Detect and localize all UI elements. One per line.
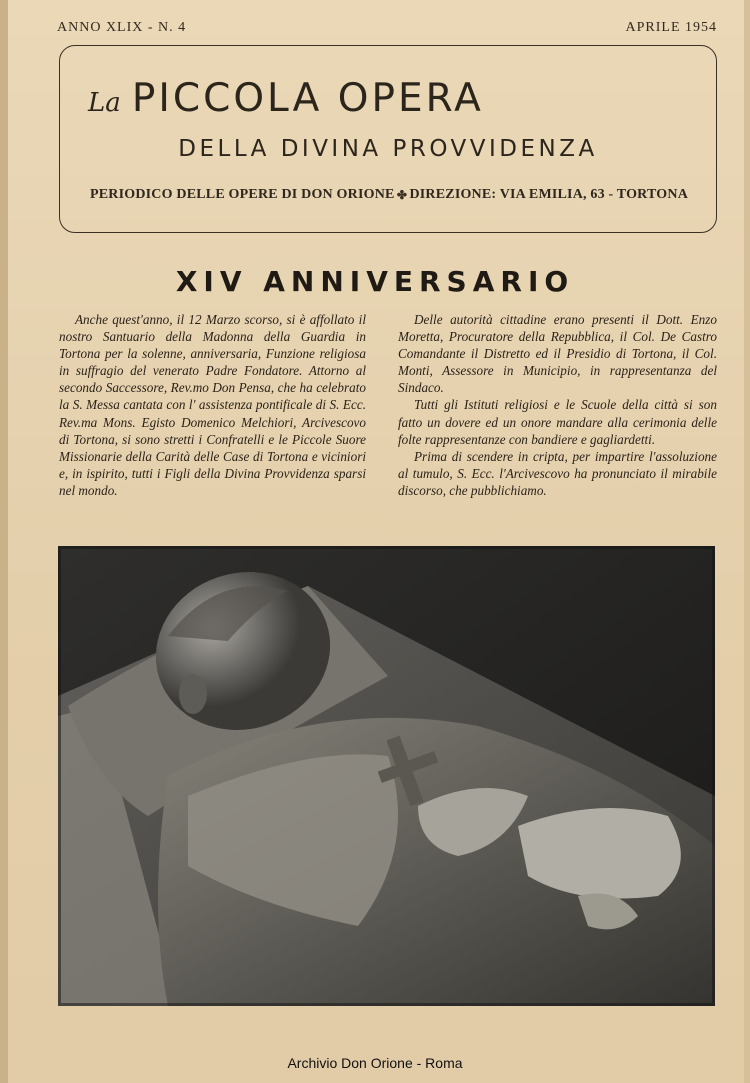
paragraph: Delle autorità cittadine erano presenti il Dott. Enzo Moretta, Procuratore della Repubblica, il Col. De Castro Comandante il Distretto ed il Presidio di Tortona, il Col. Monti, Assessore in Municipio, in rappresentanza del Sindaco. xyxy=(398,312,717,396)
issue-date: APRILE 1954 xyxy=(625,20,717,35)
photo-don-orione-icon xyxy=(58,546,715,1006)
binding-edge xyxy=(0,0,8,1083)
photo-don-orione xyxy=(58,546,715,1006)
article-headline: XIV ANNIVERSARIO xyxy=(175,265,575,298)
title-prefix: La xyxy=(88,88,121,118)
masthead xyxy=(59,45,717,233)
ornament-icon: ✤ xyxy=(396,187,408,202)
title-main: PICCOLA OPERA xyxy=(131,76,484,121)
paragraph: Prima di scendere in cripta, per impartire l'assoluzione al tumulo, S. Ecc. l'Arcivescovo ha pronunciato il mirabile discorso, che pubblichiamo. xyxy=(398,448,717,498)
page-edge xyxy=(744,0,750,1083)
masthead-info-line xyxy=(90,187,688,203)
address-label: DIREZIONE: VIA EMILIA, 63 - TORTONA xyxy=(409,187,688,202)
masthead-title xyxy=(88,76,484,121)
article-column-left xyxy=(59,311,366,499)
masthead-subtitle: DELLA DIVINA PROVVIDENZA xyxy=(178,136,598,162)
article-column-right xyxy=(398,311,717,499)
paragraph: Anche quest'anno, il 12 Marzo scorso, si è affollato il nostro Santuario della Madonna della Guardia in Tortona per la solenne, anniversaria, Funzione religiosa in suffragio del venerato Padre Fondatore. Attorno al secondo Saccessore, Rev.mo Don Pensa, che ha celebrato la S. Messa cantata con l' assistenza pontificale di S. Ecc. Rev.ma Mons. Egisto Domenico Melchiori, Arcivescovo di Tortona, si sono stretti i Confratelli e le Piccole Suore Missionarie della Carità delle Case di Tortona e viciniori e, in ispirito, tutti i Figli della Divina Provvidenza sparsi nel mondo. xyxy=(59,312,366,498)
paragraph: Tutti gli Istituti religiosi e le Scuole della città si son fatto un dovere ed un onore mandare alla cerimonia delle folte rappresentanze con bandiere e gagliardetti. xyxy=(398,397,717,447)
issue-number: ANNO XLIX - N. 4 xyxy=(57,20,187,35)
archive-footer: Archivio Don Orione - Roma xyxy=(287,1055,463,1071)
periodical-label: PERIODICO DELLE OPERE DI DON ORIONE xyxy=(90,187,395,202)
